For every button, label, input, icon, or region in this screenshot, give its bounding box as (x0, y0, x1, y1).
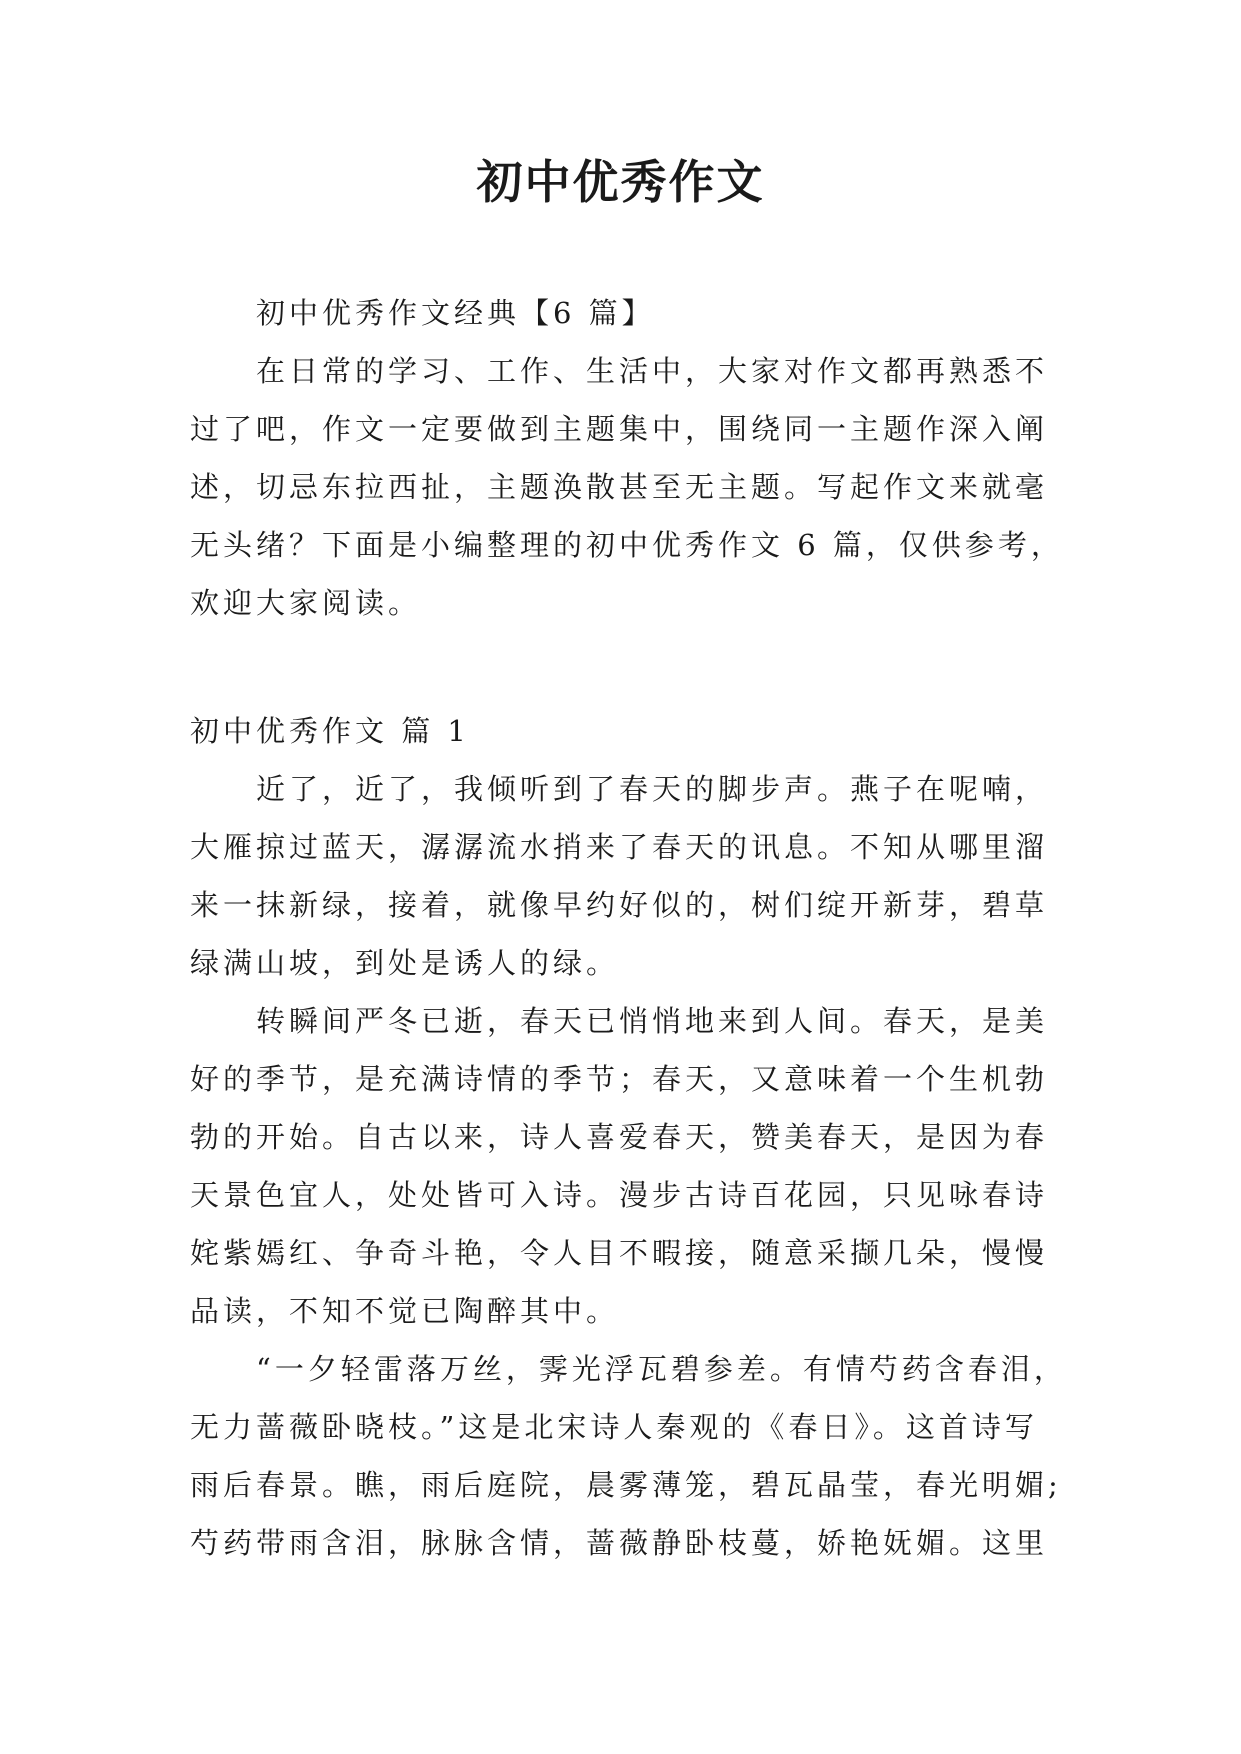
section-heading: 初中优秀作文 篇 1 (190, 714, 470, 748)
paragraph-line: 姹紫嫣红、争奇斗艳，令人目不暇接，随意采撷几朵，慢慢 (190, 1236, 1049, 1270)
paragraph-line: 无力蔷薇卧晓枝。”这是北宋诗人秦观的《春日》。这首诗写 (190, 1410, 1038, 1444)
paragraph-line: 芍药带雨含泪，脉脉含情，蔷薇静卧枝蔓，娇艳妩媚。这里 (190, 1526, 1049, 1560)
paragraph-line: 转瞬间严冬已逝，春天已悄悄地来到人间。春天，是美 (256, 1004, 1049, 1038)
paragraph-1 (190, 760, 1062, 992)
document-title: 初中优秀作文 (476, 155, 765, 209)
section-spacer (190, 632, 1062, 702)
paragraph-line: 近了，近了，我倾听到了春天的脚步声。燕子在呢喃， (256, 772, 1049, 806)
paragraph-line: “一夕轻雷落万丝，霁光浮瓦碧参差。有情芍药含春泪， (256, 1352, 1067, 1386)
intro-line: 述，切忌东拉西扯，主题涣散甚至无主题。写起作文来就毫 (190, 470, 1049, 504)
paragraph-2 (190, 992, 1062, 1340)
paragraph-line: 好的季节，是充满诗情的季节；春天，又意味着一个生机勃 (190, 1062, 1049, 1096)
document-subtitle: 初中优秀作文经典【6 篇】 (256, 296, 655, 330)
intro-line: 过了吧，作文一定要做到主题集中，围绕同一主题作深入阐 (190, 412, 1049, 446)
paragraph-line: 品读，不知不觉已陶醉其中。 (190, 1294, 620, 1328)
intro-paragraph (190, 342, 1062, 632)
intro-line: 欢迎大家阅读。 (190, 586, 422, 620)
intro-line: 在日常的学习、工作、生活中，大家对作文都再熟悉不 (256, 354, 1049, 388)
paragraph-3 (190, 1340, 1067, 1572)
paragraph-line: 来一抹新绿，接着，就像早约好似的，树们绽开新芽，碧草 (190, 888, 1049, 922)
paragraph-line: 大雁掠过蓝天，潺潺流水捎来了春天的讯息。不知从哪里溜 (190, 830, 1049, 864)
intro-line: 无头绪？下面是小编整理的初中优秀作文 6 篇，仅供参考， (190, 528, 1064, 562)
paragraph-line: 勃的开始。自古以来，诗人喜爱春天，赞美春天，是因为春 (190, 1120, 1049, 1154)
paragraph-line: 绿满山坡，到处是诱人的绿。 (190, 946, 620, 980)
paragraph-line: 雨后春景。瞧，雨后庭院，晨雾薄笼，碧瓦晶莹，春光明媚; (190, 1468, 1062, 1502)
paragraph-line: 天景色宜人，处处皆可入诗。漫步古诗百花园，只见咏春诗 (190, 1178, 1049, 1212)
document-body (190, 284, 1067, 1572)
